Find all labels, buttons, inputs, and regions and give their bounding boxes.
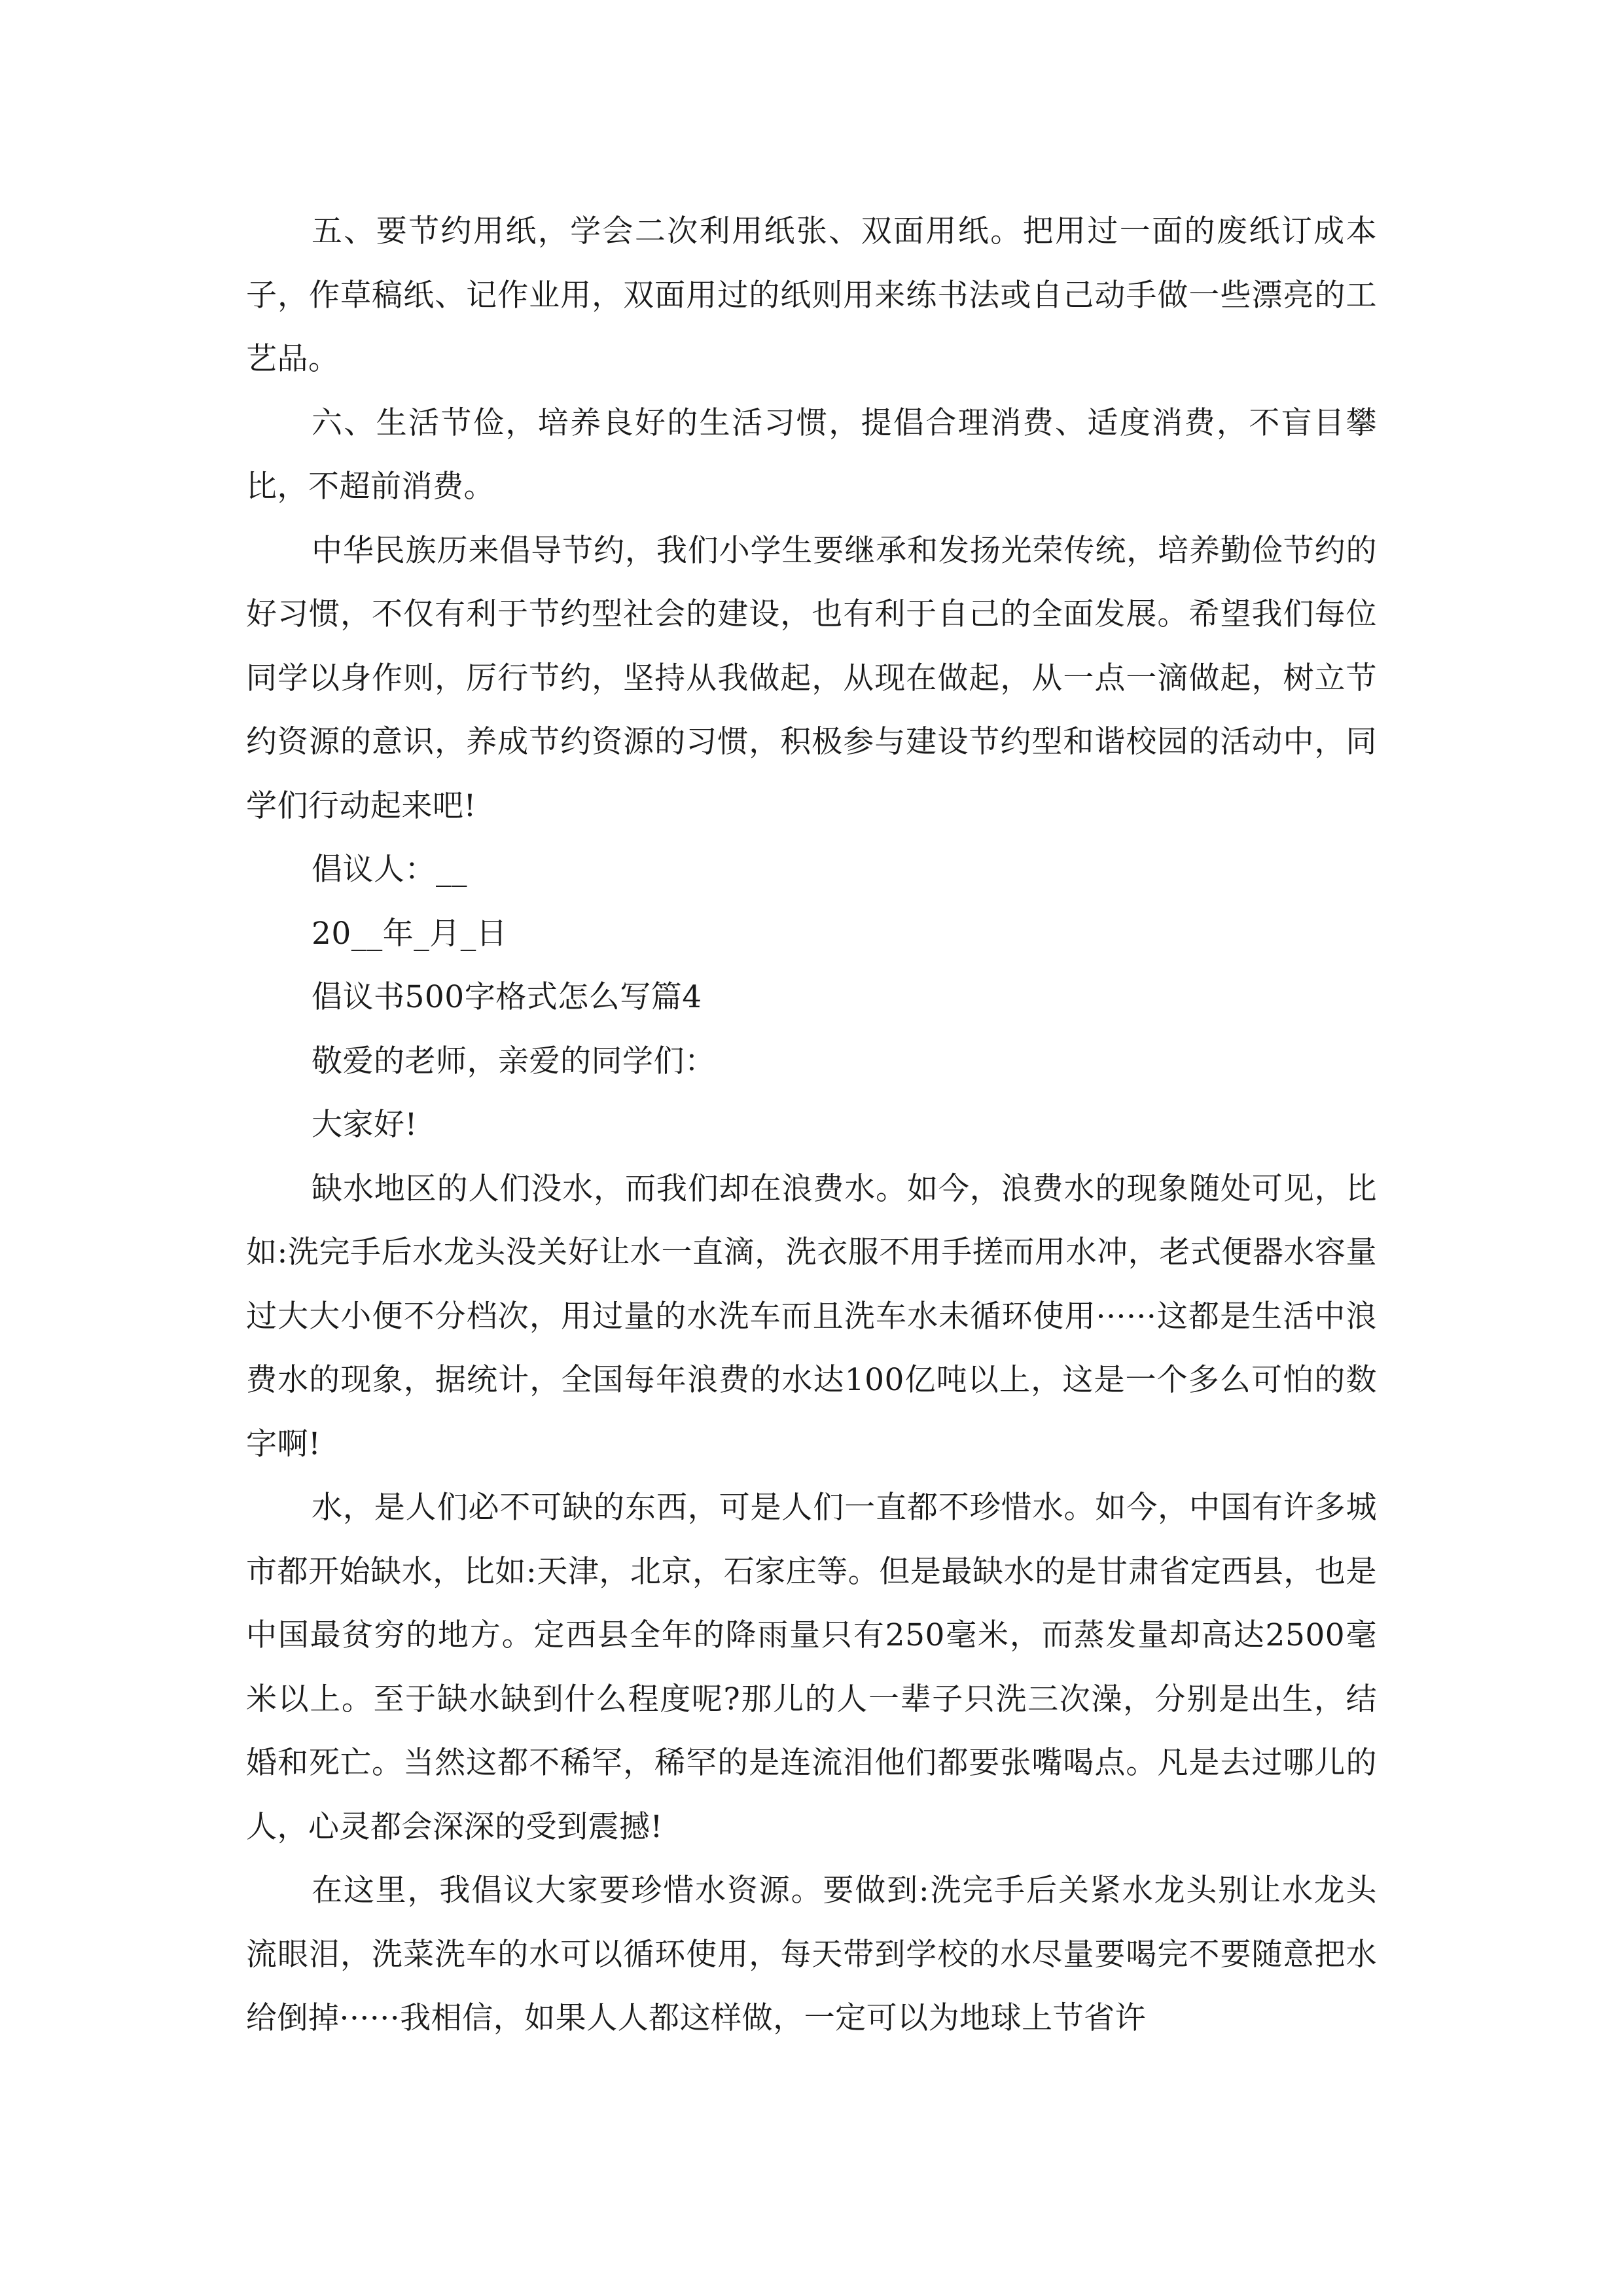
paragraph-conclusion: 中华民族历来倡导节约，我们小学生要继承和发扬光荣传统，培养勤俭节约的好习惯，不仅有利于节约型社会的建设，也有利于自己的全面发展。希望我们每位同学以身作则，厉行节约，坚持从我做起，从现在做起，从一点一滴做起，树立节约资源的意识，养成节约资源的习惯，积极参与建设节约型和谐校园的活动中，同学们行动起来吧! [246, 532, 1377, 824]
paragraph-save-paper: 五、要节约用纸，学会二次利用纸张、双面用纸。把用过一面的废纸订成本子，作草稿纸、记作业用，双面用过的纸则用来练书法或自己动手做一些漂亮的工艺品。 [246, 213, 1377, 377]
paragraph-water-waste: 缺水地区的人们没水，而我们却在浪费水。如今，浪费水的现象随处可见，比如:洗完手后水龙头没关好让水一直滴，洗衣服不用手搓而用水冲，老式便器水容量过大大小便不分档次，用过量的水洗车而且洗车水未循环使用······这都是生活中浪费水的现象，据统计，全国每年浪费的水达100亿吨以上，这是一个多么可怕的数字啊! [246, 1170, 1377, 1462]
greeting: 大家好! [312, 1107, 418, 1143]
paragraph-proposal: 在这里，我倡议大家要珍惜水资源。要做到:洗完手后关紧水龙头别让水龙头流眼泪，洗菜洗车的水可以循环使用，每天带到学校的水尽量要喝完不要随意把水给倒掉······我相信，如果人人都这样做，一定可以为地球上节省许 [246, 1873, 1377, 2036]
document-body [246, 200, 1377, 2051]
date-line: 20__年_月_日 [312, 915, 508, 952]
proposer-line: 倡议人：__ [312, 852, 467, 888]
paragraph-water-shortage: 水，是人们必不可缺的东西，可是人们一直都不珍惜水。如今，中国有许多城市都开始缺水，比如:天津，北京，石家庄等。但是最缺水的是甘肃省定西县，也是中国最贫穷的地方。定西县全年的降雨量只有250毫米，而蒸发量却高达2500毫米以上。至于缺水缺到什么程度呢?那儿的人一辈子只洗三次澡，分别是出生，结婚和死亡。当然这都不稀罕，稀罕的是连流泪他们都要张嘴喝点。凡是去过哪儿的人，心灵都会深深的受到震撼! [246, 1490, 1377, 1845]
section-title: 倡议书500字格式怎么写篇4 [312, 979, 702, 1015]
salutation: 敬爱的老师，亲爱的同学们： [312, 1043, 716, 1079]
paragraph-frugal-living: 六、生活节俭，培养良好的生活习惯，提倡合理消费、适度消费，不盲目攀比，不超前消费。 [246, 404, 1377, 505]
